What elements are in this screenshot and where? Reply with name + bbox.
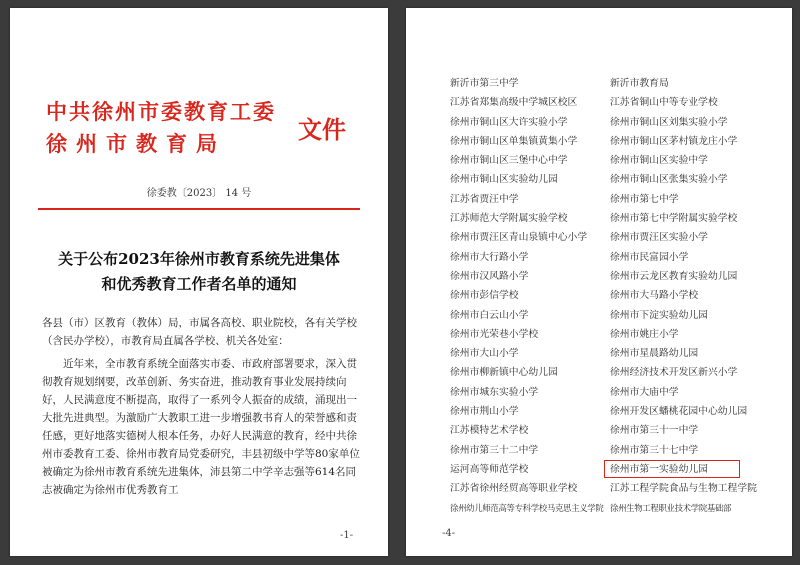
list-item: 江苏省铜山中等专业学校 bbox=[610, 97, 718, 109]
list-item: 徐州市铜山区茅村镇龙庄小学 bbox=[610, 135, 738, 147]
letterhead-org-line-2: 徐州市教育局 bbox=[46, 131, 226, 156]
list-item: 徐州开发区蟠桃花园中心幼儿园 bbox=[610, 406, 748, 418]
list-item: 徐州市白云山小学 bbox=[450, 309, 529, 321]
list-item: 徐州市贾汪区青山泉镇中心小学 bbox=[450, 232, 588, 244]
honor-list-right-column bbox=[610, 74, 757, 518]
list-item: 新沂市教育局 bbox=[610, 78, 669, 89]
list-item: 徐州市民富园小学 bbox=[610, 251, 689, 263]
letterhead-document-word: 文件 bbox=[298, 115, 346, 144]
list-item: 徐州市光荣巷小学校 bbox=[450, 328, 539, 340]
document-number: 徐委教〔2023〕 14 号 bbox=[146, 188, 252, 199]
list-item: 徐州市大行路小学 bbox=[450, 251, 529, 263]
list-item: 徐州市荆山小学 bbox=[450, 406, 519, 418]
list-item: 徐州经济技术开发区新兴小学 bbox=[610, 367, 738, 379]
page-number-right: -4- bbox=[442, 528, 456, 539]
list-item: 江苏省贾汪中学 bbox=[450, 193, 519, 205]
document-page-left bbox=[10, 8, 388, 556]
notice-title-line-1: 关于公布2023年徐州市教育系统先进集体 bbox=[58, 250, 340, 268]
addressee-paragraph: 各县（市）区教育（教体）局，市属各高校、职业院校，各有关学校（含民办学校），市教育局直属各学校、机关各处室： bbox=[42, 317, 357, 347]
list-item: 徐州市第七中学 bbox=[610, 193, 679, 205]
body-paragraph: 近年来，全市教育系统全面落实市委、市政府部署要求，深入贯彻教育规划纲要，改革创新、务实奋进，推动教育事业发展持续向好，人民满意度不断提高，取得了一系列令人振奋的成绩，涌现出一大批先进典型。为激励广大教职工进一步增强教书育人的荣誉感和责任感，更好地落实德树人根本任务，办好人民满意的教育，经中共徐州市委教育工委、徐州市教育局党委研究，丰县初级中学等80家单位被确定为徐州市教育系统先进集体，沛县第二中学辛志强等614名同志被确定为徐州市优秀教育工 bbox=[42, 358, 360, 496]
letterhead-org-line-1: 中共徐州市委教育工委 bbox=[46, 99, 276, 124]
list-item: 徐州市铜山区实验中学 bbox=[610, 155, 708, 167]
list-item: 徐州市彭信学校 bbox=[450, 290, 519, 302]
list-item: 徐州市城东实验小学 bbox=[450, 386, 539, 398]
list-item: 徐州市第三十二中学 bbox=[450, 444, 539, 456]
body-text bbox=[42, 355, 360, 499]
list-item: 徐州市铜山区张集实验小学 bbox=[610, 174, 728, 186]
red-divider-line bbox=[38, 208, 360, 210]
notice-title-line-2: 和优秀教育工作者名单的通知 bbox=[101, 275, 297, 293]
list-item: 徐州市第七中学附属实验学校 bbox=[610, 213, 738, 225]
list-item: 徐州市铜山区刘集实验小学 bbox=[610, 116, 728, 128]
list-item: 徐州市柳新镇中心幼儿园 bbox=[450, 367, 558, 379]
list-item: 徐州生物工程职业技术学院基础部 bbox=[610, 502, 732, 513]
page-number-left: -1- bbox=[340, 530, 354, 541]
list-item: 徐州市第三十七中学 bbox=[610, 444, 699, 456]
list-item: 徐州市铜山区单集镇黄集小学 bbox=[450, 135, 578, 147]
list-item: 江苏工程学院食品与生物工程学院 bbox=[610, 483, 757, 495]
list-item: 徐州市姚庄小学 bbox=[610, 328, 679, 340]
honor-list-left-column bbox=[450, 74, 603, 518]
highlighted-list-item: 徐州市第一实验幼儿园 bbox=[610, 460, 757, 479]
addressee-text bbox=[42, 314, 360, 350]
list-item: 徐州市大马路小学校 bbox=[610, 290, 699, 302]
list-item: 徐州市铜山区实验幼儿园 bbox=[450, 174, 558, 186]
list-item: 徐州市大山小学 bbox=[450, 348, 519, 360]
list-item: 徐州市铜山区三堡中心中学 bbox=[450, 155, 568, 167]
list-item: 徐州市铜山区大许实验小学 bbox=[450, 116, 568, 128]
list-item: 徐州幼儿师范高等专科学校马克思主义学院 bbox=[450, 502, 604, 513]
list-item: 徐州市汉风路小学 bbox=[450, 270, 529, 282]
list-item: 江苏模特艺术学校 bbox=[450, 425, 529, 437]
red-letterhead bbox=[10, 96, 388, 166]
list-item: 徐州市下淀实验幼儿园 bbox=[610, 309, 708, 321]
list-item: 江苏省郑集高级中学城区校区 bbox=[450, 97, 578, 109]
document-page-right bbox=[406, 8, 792, 556]
list-item: 徐州市星晨路幼儿园 bbox=[610, 348, 699, 360]
list-item: 运河高等师范学校 bbox=[450, 463, 529, 475]
list-item: 徐州市贾汪区实验小学 bbox=[610, 232, 708, 244]
list-item: 江苏师范大学附属实验学校 bbox=[450, 213, 568, 225]
list-item: 徐州市第三十一中学 bbox=[610, 425, 699, 437]
list-item: 新沂市第三中学 bbox=[450, 78, 519, 89]
list-item: 江苏省徐州经贸高等职业学校 bbox=[450, 483, 578, 495]
list-item: 徐州市云龙区教育实验幼儿园 bbox=[610, 270, 738, 282]
list-item: 徐州市大庙中学 bbox=[610, 386, 679, 398]
